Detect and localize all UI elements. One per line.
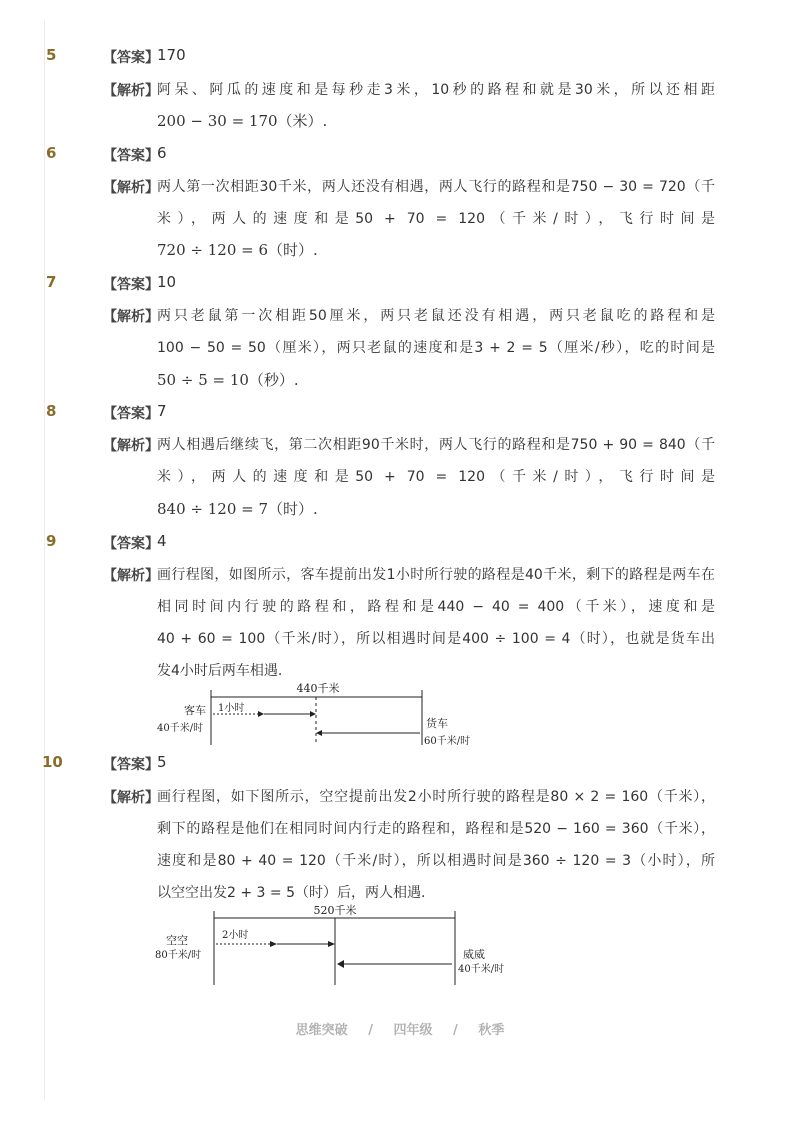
analysis-line: 两人相遇后继续飞，第二次相距90千米时，两人飞行的路程和是750 + 90 = 840（千 xyxy=(157,437,715,453)
answer-label: 【答案】 xyxy=(103,406,159,422)
question-number-8: 8 xyxy=(46,402,57,420)
answer-value: 6 xyxy=(157,144,167,162)
analysis-label: 【解析】 xyxy=(103,438,159,454)
analysis-line: 米），两人的速度和是50 + 70 = 120（千米/时），飞行时间是 xyxy=(157,469,715,485)
left-vehicle-name: 客车 xyxy=(184,704,206,717)
left-person-speed: 80千米/时 xyxy=(155,950,202,961)
answer-value: 5 xyxy=(157,753,167,771)
footer-separator: / xyxy=(368,1023,373,1038)
question-number-5: 5 xyxy=(46,46,57,64)
head-start-label: 1小时 xyxy=(218,703,245,714)
analysis-line: 两只老鼠第一次相距50厘米，两只老鼠还没有相遇，两只老鼠吃的路程和是 xyxy=(157,308,715,324)
left-vehicle-speed: 40千米/时 xyxy=(157,723,204,734)
analysis-line: 相同时间内行驶的路程和，路程和是440 − 40 = 400（千米），速度和是 xyxy=(157,599,715,615)
analysis-line: 米），两人的速度和是50 + 70 = 120（千米/时），飞行时间是 xyxy=(157,211,715,227)
footer-season: 秋季 xyxy=(478,1023,505,1038)
question-number-9: 9 xyxy=(46,532,57,550)
answer-label: 【答案】 xyxy=(103,536,159,552)
answer-value: 4 xyxy=(157,532,167,550)
analysis-line: 以空空出发2 + 3 = 5（时）后，两人相遇. xyxy=(157,885,426,901)
total-distance-label: 440千米 xyxy=(296,682,340,695)
answer-value: 7 xyxy=(157,402,167,420)
left-arrow-head xyxy=(328,941,335,947)
analysis-label: 【解析】 xyxy=(103,309,159,325)
head-start-arrow xyxy=(270,941,277,947)
analysis-label: 【解析】 xyxy=(103,83,159,99)
right-vehicle-name: 货车 xyxy=(426,717,448,730)
analysis-line: 阿呆、阿瓜的速度和是每秒走3米，10秒的路程和就是30米，所以还相距 xyxy=(157,82,715,98)
analysis-label: 【解析】 xyxy=(103,790,159,806)
analysis-label: 【解析】 xyxy=(103,180,159,196)
analysis-line: 画行程图，如图所示，客车提前出发1小时所行驶的路程是40千米，剩下的路程是两车在 xyxy=(157,567,715,583)
right-person-name: 威威 xyxy=(463,948,485,961)
analysis-line: 200 − 30 = 170（米）. xyxy=(157,112,328,130)
analysis-line: 发4小时后两车相遇. xyxy=(157,663,283,679)
answer-value: 10 xyxy=(157,273,177,291)
footer-grade: 四年级 xyxy=(393,1023,433,1038)
analysis-line: 100 − 50 = 50（厘米），两只老鼠的速度和是3 + 2 = 5（厘米/秒），吃的时间是 xyxy=(157,340,715,356)
question-number-6: 6 xyxy=(46,144,57,162)
analysis-line: 720 ÷ 120 = 6（时）. xyxy=(157,241,318,259)
answer-label: 【答案】 xyxy=(103,277,159,293)
left-person-name: 空空 xyxy=(166,934,188,947)
right-arrow-head xyxy=(337,960,344,968)
analysis-label: 【解析】 xyxy=(103,568,159,584)
total-distance-label: 520千米 xyxy=(313,904,357,917)
right-vehicle-speed: 60千米/时 xyxy=(424,736,471,747)
head-start-label: 2小时 xyxy=(222,930,249,941)
analysis-line: 剩下的路程是他们在相同时间内行走的路程和，路程和是520 − 160 = 360（千米）， xyxy=(157,821,715,837)
answer-label: 【答案】 xyxy=(103,50,159,66)
right-person-speed: 40千米/时 xyxy=(458,964,505,975)
answer-label: 【答案】 xyxy=(103,148,159,164)
footer-separator: / xyxy=(453,1023,458,1038)
analysis-line: 两人第一次相距30千米，两人还没有相遇，两人飞行的路程和是750 − 30 = 720（千 xyxy=(157,179,715,195)
question-number-10: 10 xyxy=(42,753,63,771)
footer xyxy=(0,1019,800,1038)
analysis-line: 50 ÷ 5 = 10（秒）. xyxy=(157,371,299,389)
analysis-line: 40 + 60 = 100（千米/时），所以相遇时间是400 ÷ 100 = 4（时），也就是货车出 xyxy=(157,631,715,647)
answer-value: 170 xyxy=(157,46,186,64)
analysis-line: 画行程图，如下图所示，空空提前出发2小时所行驶的路程是80 × 2 = 160（千米）， xyxy=(157,789,715,805)
analysis-line: 840 ÷ 120 = 7（时）. xyxy=(157,500,318,518)
answer-label: 【答案】 xyxy=(103,757,159,773)
question-number-7: 7 xyxy=(46,273,57,291)
footer-series: 思维突破 xyxy=(295,1023,348,1038)
analysis-line: 速度和是80 + 40 = 120（千米/时），所以相遇时间是360 ÷ 120 = 3（小时），所 xyxy=(157,853,715,869)
